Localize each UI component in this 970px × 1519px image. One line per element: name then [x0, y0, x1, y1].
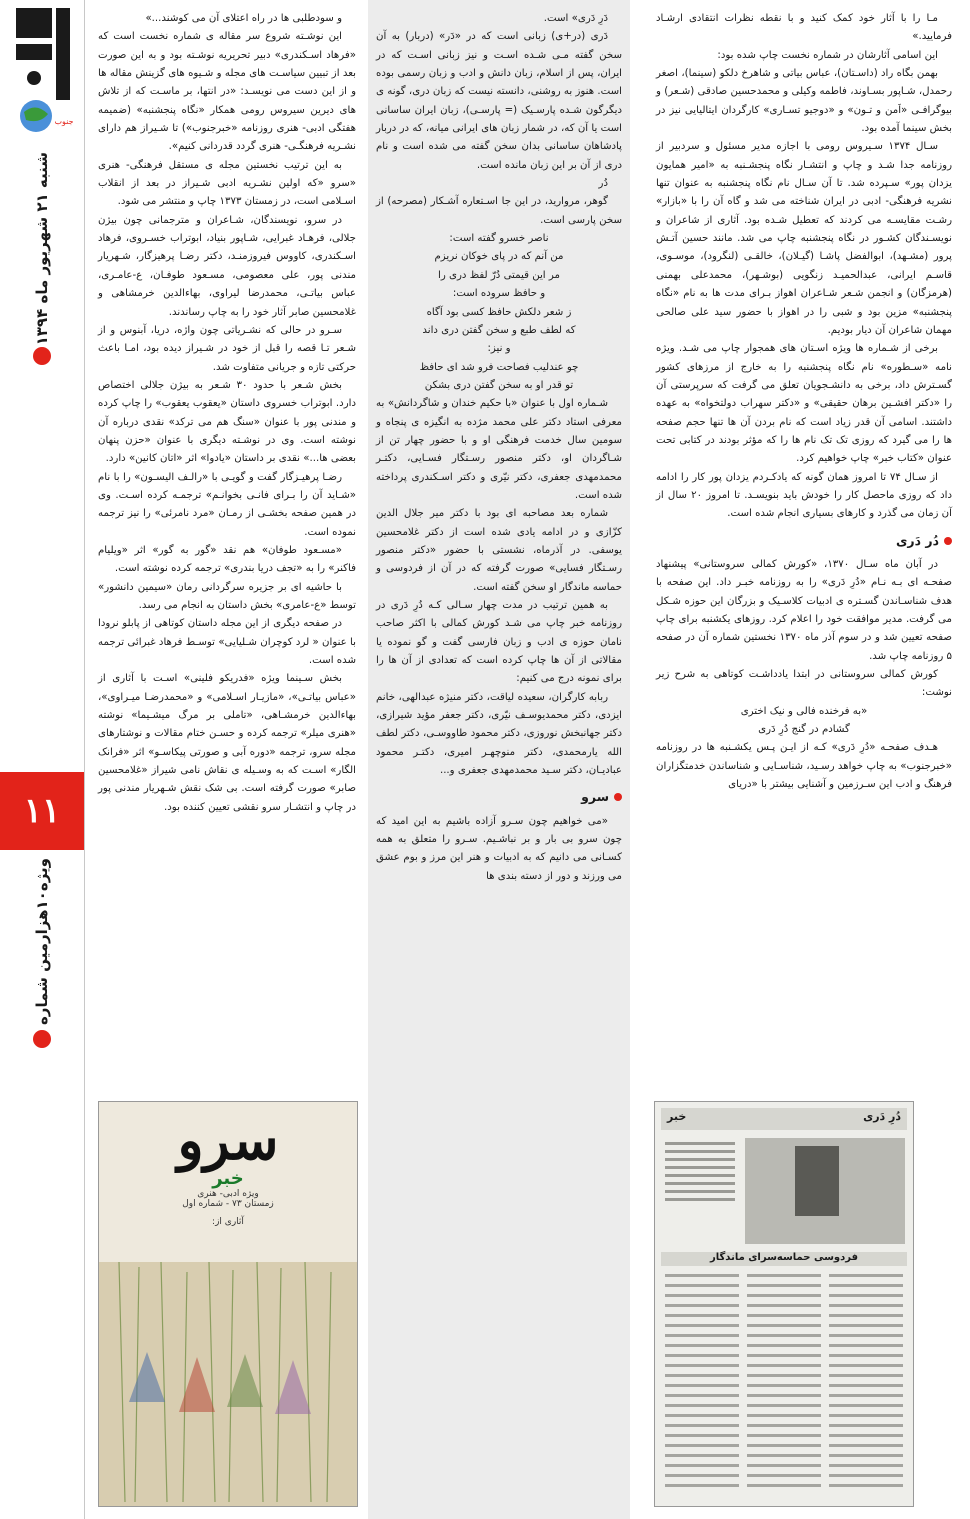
verse-line: مر این قیمتی دُرّ لفظ دری را: [438, 269, 560, 281]
paragraph: در صفحه دیگری از این مجله داستان کوتاهی از پابلو نرودا با عنوان « لرد کوچران شـلیایی» توسـط فرهاد غبرائی ترجمه شده است.: [98, 618, 356, 667]
newspaper-clipping: [654, 1101, 914, 1507]
paragraph: سـال ۱۳۷۴ سـیروس رومی با اجازه مدیر مسئول و سردبیر از روزنامه جدا شـد و چاپ و انتشـار نگاه پنجشـنبه به «امیر همایون یزدان پور» سـپرده شد. تا آن سـال نام نگاه پنجشنبه به عنوان تنها نشریه فرهنگی- ادبی در ایران شناخته می شد و گاه آن را با «بازار» رشـت مقایسـه می کردند که تعطیل شـده بود. آثاری از شاعران و نویسـندگان کشـور در نگاه پنجشنبه چاپ می شد. مانند حسین آتـش پرور (مشـهد)، ابوالفضل پاشـا (گیـلان)، خالقـی (لنگرود)، موسـوی، قاسـم ایرانی، عبدالحمیـد زنگویی (بوشـهر)، محمدعلی بهمنی (هرمزگان) و انجمن شـعر شـاعران اهواز بـرای مدت ها به نام «نگاه پنجشنبه» مزین بود و شبی را در اهواز با حضور سید علی صالحی مهمان شاعران آن دیار بودیم.: [656, 141, 952, 336]
paragraph: رضـا پرهیـزگار گفت و گویـی با «رالـف الیسـون» را با نام «شـاید آن را بـرای فانـی بخوانـم» ترجمـه کرده اسـت. وی در همین صفحه بخشـی از رمـان «مرد نامرئی» را نیز ترجمه نموده است.: [98, 471, 356, 538]
column-2-paragraphs-2: [376, 395, 622, 780]
issue-date: شنبه ۲۱ شهریور ماه ۱۳۹۴: [33, 152, 51, 346]
verse-line: «به فرخنده فالی و نیک اختری: [740, 705, 868, 717]
paragraph: بهمن بگاه راد (داسـتان)، عباس بیاتی و شاهرخ دلکو (سینما)، اصغر رحمدل، شـاپور بسـاوند، فاطمه وکیلی و محمدحسین صادقی (شـعر) و بیوگرافـی «اَمن و تـون» و «دوجیو تسـاری» کارگردان ایتالیایی نیز در بخش سینما آمده بود.: [656, 68, 952, 135]
paragraph: دُر: [598, 178, 608, 190]
article-column-3: [90, 10, 364, 905]
verse-line: چو عندلیب فصاحت فرو شد ای حافظ: [419, 361, 579, 373]
column-2-paragraphs: [376, 10, 622, 230]
column-3-paragraphs: [98, 10, 356, 817]
verse-line: ناصر خسرو گفته است:: [449, 233, 549, 245]
paragraph: به همین ترتیب در مدت چهار سـالی کـه دُرِ دَری در روزنامه خبر چاپ می شـد کورش کمالی با اکثر صاحب نامان حوزه ی ادب و زبان فارسی گفت و گو نموده یا مقالاتی از آن ها چاپ کرده است که تعدادی از آن ها را برای نمونه درج می کنیم:: [376, 600, 622, 685]
paragraph: برخی از شـماره ها ویژه اسـتان های همجوار چاپ می شـد. ویژه نامه «سـطوره» نام نگاه پنجشنبه را به خارج از مرزهای کشور گسـترش داد، برخی به دانشـجویان تعلق می گرفت که سرپرستی آن را «دکتر افشـین برهان حقیقی» و «دکتر سهراب دولتخواه» به عهده داشتند. اسامی آن قدر زیاد است که نام بردن آن ها تنها حجم صفحه ها را می گیرد که روزی تک تک نام ها را که مؤثر بودند در کتابی تحت عنوان «کتاب خبر» چاپ خواهیم کرد.: [656, 343, 952, 465]
paragraph: این اسامی آثارشان در شماره نخست چاپ شده بود:: [717, 49, 938, 61]
paragraph: و سودطلبی ها در راه اعتلای آن می کوشند...»: [145, 13, 342, 24]
column-1-paragraphs-3: [656, 739, 952, 794]
article-column-2: [368, 10, 630, 905]
paragraph: بخش شـعر با حدود ۳۰ شـعر به بیژن جلالی اختصاص دارد. ابوتراب خسروی داستان «یعقوب یعقوب» را چاپ کرده و مندنی پور با عنوان «سنگ هم می ترکد» نقدی درباره آن نوشته است. وی در نوشـته دیگری با عنوان «حزن پنهان بعضی ها...» نقدی بر داستان «یادوا» اثر «اتان کانین» دارد.: [98, 379, 356, 465]
cover-brand: خبر: [212, 1168, 244, 1189]
verse-line: گشادم در گنج دُرِ دَری: [758, 724, 850, 736]
verse-line: من آنم که در پای خوکان نریزم: [434, 251, 564, 263]
verse-line: و حافظ سروده است:: [452, 288, 546, 300]
cover-subtitle: ویژه ادبی- هنری: [197, 1189, 259, 1199]
verse-line: ز شعر دلکش حافظ کسی بود آگاه: [426, 306, 572, 318]
column-2-paragraphs-3: [376, 813, 622, 886]
clipping-brand: خبر: [667, 1110, 687, 1123]
section-heading-sarv: سرو: [376, 788, 622, 806]
red-dot: [33, 1030, 51, 1048]
paragraph: مـا را با آثار خود کمک کنید و با نقطه نظرات انتقادی ارشـاد فرمایید.»: [656, 13, 952, 43]
column-2-verses: [376, 230, 622, 395]
sidebar: [0, 0, 85, 1519]
paragraph: بخش سـینما ویژه «فدریکو فلینی» اسـت با آثاری از «عباس بیاتـی»، «مازیـار اسـلامی» و «محمدرضـا میـراوی»، بهاءالدین خرمشـاهی، «تاملی بر مرگ میشـیما» نوشته «هنری میلر» ترجمه کرده و حسـن ختام مقالات و نوشتارهای مجله سرو، ترجمه «دوره آبی و صورتی پیکاسـو» اثر «فرانک الگار» اسـت که به وسـیله ی نقاش نامی شیراز «غلامحسین صابر» صورت گرفته است. بی شک نقش شـهریار مندنی پور در چاپ و انتشـار سرو نقشی تعیین کننده بود.: [98, 673, 356, 813]
verse-line: تو قدر او به سخن گفتن دری بشکن: [424, 379, 574, 391]
paragraph: دَری (در+ی) زبانی است که در «دَر» (دربار) به آن سخن گفته مـی شـده اسـت و نیز زبانی اسـت که در ایران، پس از اسلام، زبان دانش و ادب و زبان رسمی بوده است. هنوز به روشنی، دانسته نیست که زبان دری، گونه ی دیگرگون شـده پارسـیک (= پارسـی)، زبان ایران ساسانی است یا آن که، در شمار زبان های ایرانی میانه، که در دربار پادشاهان ساسانی بدان سخن گفته می شده است و نام دری از آن بر این زبان مانده است.: [376, 31, 622, 171]
article-column-1: [648, 10, 960, 905]
clipping-headline: فردوسی حماسه‌سرای ماندگار: [709, 1252, 859, 1263]
paragraph: کورش کمالی سروستانی در ابتدا یادداشـت کوتاهی به شرح زیر نوشت:: [656, 669, 952, 699]
paragraph: این نوشـته شروع سر مقاله ی شماره نخست است که «فرهاد اسـکندری» دبیر تحریریه نوشـته بود و به این صورت بعد از تبیین سیاسـت های مجله و شـیوه های گزینش مقاله ها و از این دست می نویسـد: «در انتها، بر ماسـت که از تلاش های دیرین سیروس رومی همکار «نگاه پنجشنبه» (ضمیمه هفتگی ادبی- هنری روزنامه «خبرجنوب») تا شـیراز هم دارای نشـریه فرهنگـی- هنری گردد قدردانی کنیم».: [98, 31, 356, 153]
special-issue-label: ویژه۱۰هزارمین شماره: [33, 858, 51, 1026]
paragraph: «مسـعود طوفان» هم نقد «گور به گور» اثر «ویلیام فاکنر» را به «تجف دریا بندری» ترجمه کرده نوشته است.: [98, 544, 356, 575]
section-heading-dore-dari: دُر دَری: [656, 532, 952, 550]
page-number: ۱۱: [0, 772, 84, 850]
paragraph: گوهر، مروارید، در این جا اسـتعاره آشـکار (مصرحه) از سخن پارسی است.: [376, 196, 622, 226]
paragraph: «می خواهیم چون سـرو آزاده باشیم به این امید که چون سرو بی بار و بر نباشـیم. سـرو را متعلق به همه کسـانی می دانیم که به ادبیات و هنر این مرز و بوم عشق می ورزند و دور از دسته بندی ها: [376, 815, 622, 882]
cover-title: سرو: [177, 1108, 279, 1172]
paragraph: سـرو در حالی که نشـریاتی چون واژه، دریا، آبنوس و از شـعر تـا قصه را قبل از خود در شـیراز دیده بود، امـا باعث حرکتی تازه و جریانی متفاوت شد.: [98, 324, 356, 373]
verse-line: که لطف طبع و سخن گفتن دری داند: [422, 324, 576, 336]
paragraph: در سرو، نویسندگان، شـاعران و مترجمانی چون بیژن جلالی، فرهـاد غبرایی، شـاپور بنیاد، ابوتراب خسـروی، فرهاد اسـکندری، کاووس فیروزمنـد، دکتر رضـا پرهیزگار، شـهریار مندنی پور، علی معصومی، مسـعود طوفـان، ع-عامـری، عباس بیاتـی، محمدرضا لیراوی، بهاءالدین خرمشاهی و غلامحسین صابر آثار خود را به چاپ رساندند.: [98, 214, 356, 318]
paragraph: ربابه کارگران، سعیده لیاقت، دکتر منیژه عبدالهی، خانم ایزدی، دکتر محمدیوسـف نیّری، دکتر جعفر مؤید شیرازی، دکتر جهانبخش نوروزی، دکتر محمود طاووسـی، دکتر لطف الله یارمحمدی، دکتر منوچهـر امیری، دکتـر محمود عبادیـان، دکتر سـید محمدمهدی جعفری و...: [376, 691, 622, 777]
paragraph: شـماره اول با عنوان «با حکیم خندان و شاگردانش» به معرفی استاد دکتر علی محمد مژده به انگیزه ی پنجاه و سومین سال خدمت فرهنگی او و با حضور چهار تن از شـاگردان او، دکتر منصور رسـتگار فسـایی، دکتـر محمدمهدی جعفری، دکتر نیّری و دکتر اسـکندری پرداخته شده است.: [376, 398, 622, 501]
paragraph: در آبان ماه سـال ۱۳۷۰، «کورش کمالی سروستانی» پیشنهاد صفحـه ای بـه نـام «دُرِ دَری» را به روزنامه خبـر داد. این صفحه با هدف شناسـاندن گسـتره ی ادبیات کلاسـیک و بزرگان این حوزه شـکل می گرفت. مدیر موافقت خود را اعلام کرد. روزهای یکشنبه برای چاپ صفحه تعیین شد و در سوم آذر ماه ۱۳۷۰ نخستین شماره آن در صفحه ۵ روزنامه چاپ شد.: [656, 558, 952, 662]
cover-contents-label: آثاری از:: [212, 1217, 244, 1227]
clipping-art: [655, 1102, 913, 1506]
cover-issue: زمستان ۷۳ - شماره اول: [182, 1199, 274, 1209]
paragraph: به این ترتیب نخستین مجله ی مستقل فرهنگی- هنری «سرو «که اولین نشـریه ادبی شـیراز در بعد از انقلاب اسـلامی است، در زمستان ۱۳۷۳ چاپ و منتشر می شود.: [98, 159, 356, 208]
paragraph: شماره بعد مصاحبه ای بود با دکتر میر جلال الدین کزّازی و در ادامه یادی شده است از دکتر غلامحسین یوسفی. در آذرماه، نشستی با حضور «دکتر منصور رسـتگار فسایی» صورت گرفته که در آن از فردوسی و حماسه ماندگار او سخن گفته است.: [376, 508, 622, 593]
logo-subtitle: جنوب: [54, 117, 74, 126]
paragraph: از سـال ۷۴ تا امروز همان گونه که یادکـردم یزدان پور کار را ادامه داد که روزی ماحصل کار را خودش باید بنویسـد. تا امروز ۲۰ سال از آن زمان می گذرد و کارهای بسیاری انجام شده است.: [656, 471, 952, 520]
paragraph: دَرِ دَری» است.: [543, 13, 608, 24]
verse-line: و نیز:: [487, 343, 511, 355]
column-1-paragraphs: [656, 10, 952, 524]
clipping-header: دُرِ دَری: [863, 1110, 901, 1123]
column-1-verses: [656, 703, 952, 740]
paragraph: با حاشیه ای بر جزیره سرگردانی رمان «سیمین دانشور» توسط «ع-عامری» بخش داستان به انجام می رسد.: [98, 581, 356, 611]
khabar-logo: [8, 4, 76, 138]
red-dot: [33, 347, 51, 365]
paragraph: هـدف صفحـه «دُرِ دَری» کـه از ایـن پـس یکشـنبه ها در روزنامه «خبرجنوب» به چاپ خواهد رسـید، شناسـایی و شناساندن خدمتگزاران فرهنگ و ادب این سـرزمین و آشنایی بیشتر با «دریای: [656, 742, 952, 791]
sarv-magazine-cover: [98, 1101, 358, 1507]
column-1-paragraphs-2: [656, 556, 952, 703]
